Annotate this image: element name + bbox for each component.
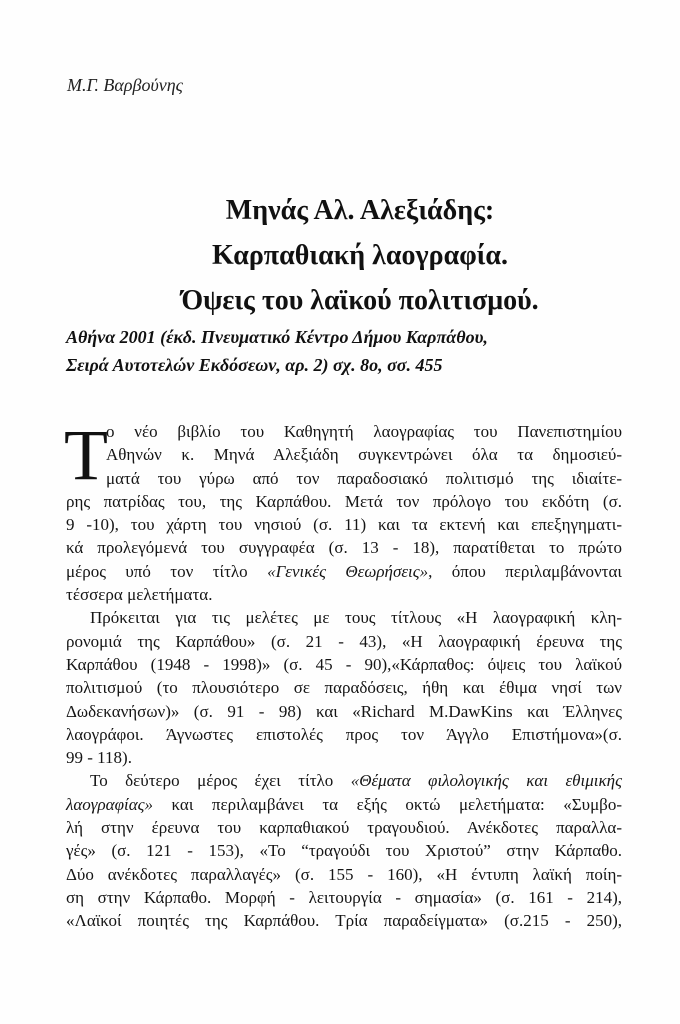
body-line: 9 -10), του χάρτη του νησιού (σ. 11) και τα εκτενή και επεξηγηματι-	[66, 515, 622, 535]
body-line: κά προλεγόμενά του συγγραφέα (σ. 13 - 18), παρατίθεται το πρώτο	[66, 538, 622, 558]
title-line-3: Όψεις του λαϊκού πολιτισμού.	[181, 285, 539, 316]
body-line	[66, 560, 622, 583]
title-line-1: Μηνάς Αλ. Αλεξιάδης:	[225, 195, 495, 226]
body-text-span: μέρος υπό τον τίτλο	[66, 561, 268, 581]
body-line: πολιτισμού (το πλουσιότερο σε παραδόσεις, ήθη και έθιμα νησί των	[66, 678, 622, 698]
body-line	[66, 769, 622, 792]
running-head-author: Μ.Γ. Βαρβούνης	[67, 75, 183, 95]
body-line: «Λαϊκοί ποιητές της Καρπάθου. Τρία παραδείγματα» (σ.215 - 250),	[66, 911, 622, 931]
body-line: Δύο ανέκδοτες παραλλαγές» (σ. 155 - 160), «Η έντυπη λαϊκή ποίη-	[66, 864, 622, 884]
publication-details	[66, 323, 626, 379]
body-text-span: , όπου περιλαμβάνονται	[428, 561, 622, 581]
body-text-span: Το δεύτερο μέρος έχει τίτλο	[90, 771, 351, 791]
italic-section-title: «Γενικές Θεωρήσεις»	[267, 561, 429, 581]
review-title	[60, 188, 660, 323]
italic-section-title: λαογραφίας»	[66, 794, 154, 814]
italic-section-title: «Θέματα φιλολογικής και εθιμικής	[350, 771, 622, 791]
body-line: ρονομιά της Καρπάθου» (σ. 21 - 43), «Η λαογραφική έρευνα της	[66, 631, 622, 651]
body-line: ρης πατρίδας του, της Καρπάθου. Μετά τον πρόλογο του εκδότη (σ.	[66, 491, 622, 511]
publication-line-2: Σειρά Αυτοτελών Εκδόσεων, αρ. 2) σχ. 8ο, σσ. 455	[66, 355, 443, 375]
body-line: γές» (σ. 121 - 153), «Το “τραγούδι του Χριστού” στην Κάρπαθο.	[66, 841, 622, 861]
body-line: ο νέο βιβλίο του Καθηγητή λαογραφίας του Πανεπιστημίου	[106, 422, 622, 441]
body-line: λαογράφοι. Άγνωστες επιστολές προς τον Άγγλο Επιστήμονα»(σ.	[66, 724, 622, 744]
paragraph-2	[66, 606, 622, 769]
body-text-span: και περιλαμβάνει τα εξής οκτώ μελετήματα: «Συμβο-	[153, 794, 622, 814]
body-line: Πρόκειται για τις μελέτες με τους τίτλους «Η λαογραφική κλη-	[90, 608, 622, 628]
body-line: Δωδεκανήσων)» (σ. 91 - 98) και «Richard M.DawKins και Έλληνες	[66, 701, 622, 721]
body-line: λή στην έρευνα του καρπαθιακού τραγουδιού. Ανέκδοτες παραλλα-	[66, 818, 622, 838]
review-body	[64, 415, 622, 933]
title-line-2: Καρπαθιακή λαογραφία.	[211, 240, 509, 271]
body-line: Αθηνών κ. Μηνά Αλεξιάδη συγκεντρώνει όλα τα δημοσιεύ-	[106, 445, 622, 465]
body-line: τέσσερα μελετήματα.	[66, 585, 213, 605]
drop-cap: Τ	[64, 415, 108, 495]
body-line	[66, 793, 622, 816]
body-line: ματά του γύρω από τον παραδοσιακό πολιτισμό της ιδιαίτε-	[106, 468, 622, 488]
body-line: ση στην Κάρπαθο. Μορφή - λειτουργία - σημασία» (σ. 161 - 214),	[66, 887, 622, 907]
body-line: 99 - 118).	[66, 748, 132, 768]
publication-line-1: Αθήνα 2001 (έκδ. Πνευματικό Κέντρο Δήμου Καρπάθου,	[66, 327, 488, 347]
body-line: Καρπάθου (1948 - 1998)» (σ. 45 - 90),«Κάρπαθος: όψεις του λαϊκού	[66, 654, 622, 674]
paragraph-3	[66, 769, 622, 932]
paragraph-1	[64, 415, 622, 606]
